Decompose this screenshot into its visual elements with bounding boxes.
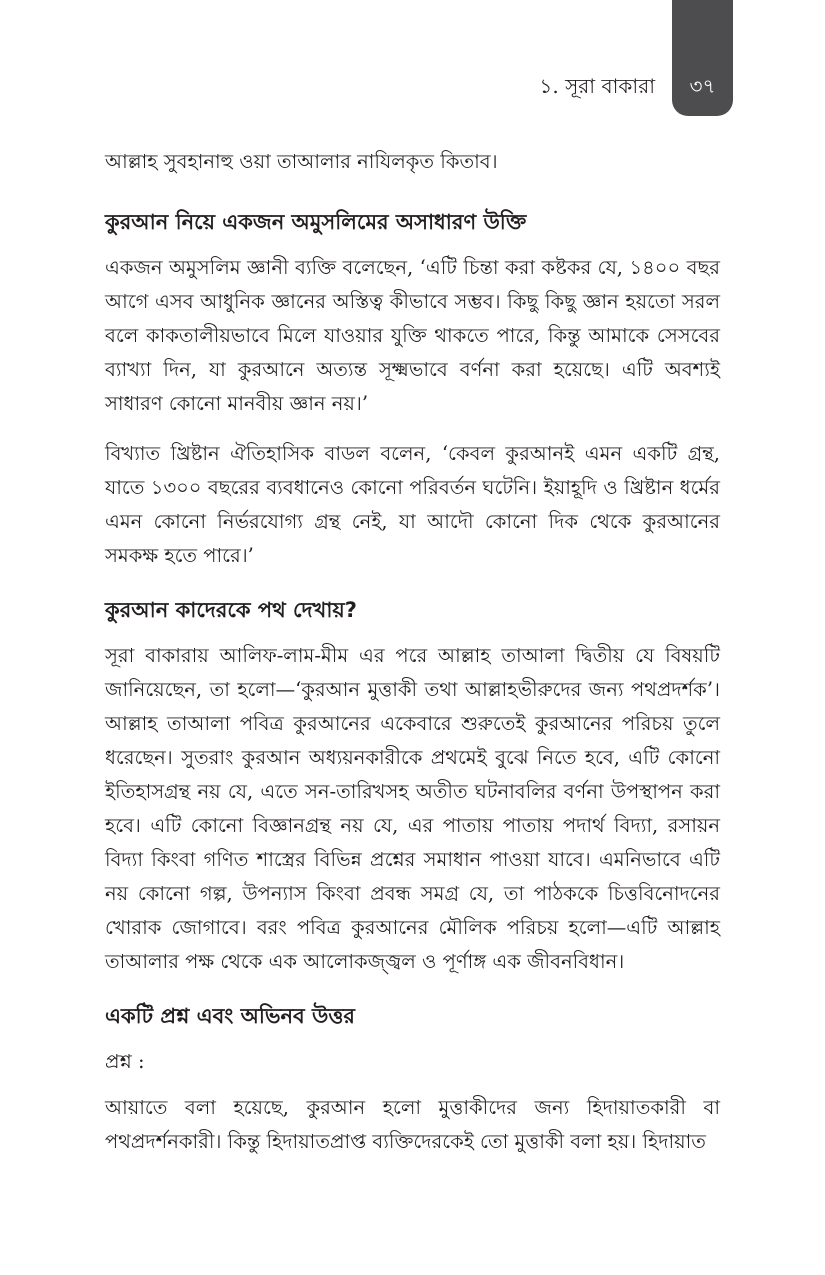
paragraph: একজন অমুসলিম জ্ঞানী ব্যক্তি বলেছেন, ‘এটি চিন্তা করা কষ্টকর যে, ১৪০০ বছর আগে এসব আধুনিক জ্ঞানের অস্তিত্ব কীভাবে সম্ভব। কিছু কিছু জ্ঞান হয়তো সরল বলে কাকতালীয়ভাবে মিলে যাওয়ার যুক্তি থাকতে পারে, কিন্তু আমাকে সেসবের ব্যাখ্যা দিন, যা কুরআনে অত্যন্ত সূক্ষ্মভাবে বর্ণনা করা হয়েছে। এটি অবশ্যই সাধারণ কোনো মানবীয় জ্ঞান নয়।’ xyxy=(105,256,720,415)
section-heading: কুরআন কাদেরকে পথ দেখায়? xyxy=(105,598,357,622)
page-number-tab xyxy=(672,0,733,116)
section-heading: একটি প্রশ্ন এবং অভিনব উত্তর xyxy=(105,1004,355,1028)
page-body xyxy=(105,145,720,1175)
page-number: ৩৭ xyxy=(689,74,716,98)
running-header-chapter: ১. সূরা বাকারা xyxy=(539,74,655,98)
question-label: প্রশ্ন : xyxy=(105,1050,145,1073)
lead-line: আল্লাহ সুবহানাহু ওয়া তাআলার নাযিলকৃত কিতাব। xyxy=(105,150,498,173)
paragraph: আয়াতে বলা হয়েছে, কুরআন হলো মুত্তাকীদের জন্য হিদায়াতকারী বা পথপ্রদর্শনকারী। কিন্তু হিদায়াতপ্রাপ্ত ব্যক্তিদেরকেই তো মুত্তাকী বলা হয়। হিদায়াত xyxy=(105,1096,720,1153)
paragraph: সূরা বাকারায় আলিফ-লাম-মীম এর পরে আল্লাহ তাআলা দ্বিতীয় যে বিষয়টি জানিয়েছেন, তা হলো—‘কুরআন মুত্তাকী তথা আল্লাহভীরুদের জন্য পথপ্রদর্শক’। আল্লাহ তাআলা পবিত্র কুরআনের একেবারে শুরুতেই কুরআনের পরিচয় তুলে ধরেছেন। সুতরাং কুরআন অধ্যয়নকারীকে প্রথমেই বুঝে নিতে হবে, এটি কোনো ইতিহাসগ্রন্থ নয় যে, এতে সন-তারিখসহ অতীত ঘটনাবলির বর্ণনা উপস্থাপন করা হবে। এটি কোনো বিজ্ঞানগ্রন্থ নয় যে, এর পাতায় পাতায় পদার্থ বিদ্যা, রসায়ন বিদ্যা কিংবা গণিত শাস্ত্রের বিভিন্ন প্রশ্নের সমাধান পাওয়া যাবে। এমনিভাবে এটি নয় কোনো গল্প, উপন্যাস কিংবা প্রবন্ধ সমগ্র যে, তা পাঠককে চিত্তবিনোদনের খোরাক জোগাবে। বরং পবিত্র কুরআনের মৌলিক পরিচয় হলো—এটি আল্লাহ তাআলার পক্ষ থেকে এক আলোকজ্জ্বল ও পূর্ণাঙ্গ এক জীবনবিধান। xyxy=(105,644,720,973)
paragraph: বিখ্যাত খ্রিষ্টান ঐতিহাসিক বাডল বলেন, ‘কেবল কুরআনই এমন একটি গ্রন্থ, যাতে ১৩০০ বছরের ব্যবধানেও কোনো পরিবর্তন ঘটেনি। ইয়াহূদি ও খ্রিষ্টান ধর্মের এমন কোনো নির্ভরযোগ্য গ্রন্থ নেই, যা আদৌ কোনো দিক থেকে কুরআনের সমকক্ষ হতে পারে।’ xyxy=(105,442,720,567)
section-heading: কুরআন নিয়ে একজন অমুসলিমের অসাধারণ উক্তি xyxy=(105,210,527,234)
